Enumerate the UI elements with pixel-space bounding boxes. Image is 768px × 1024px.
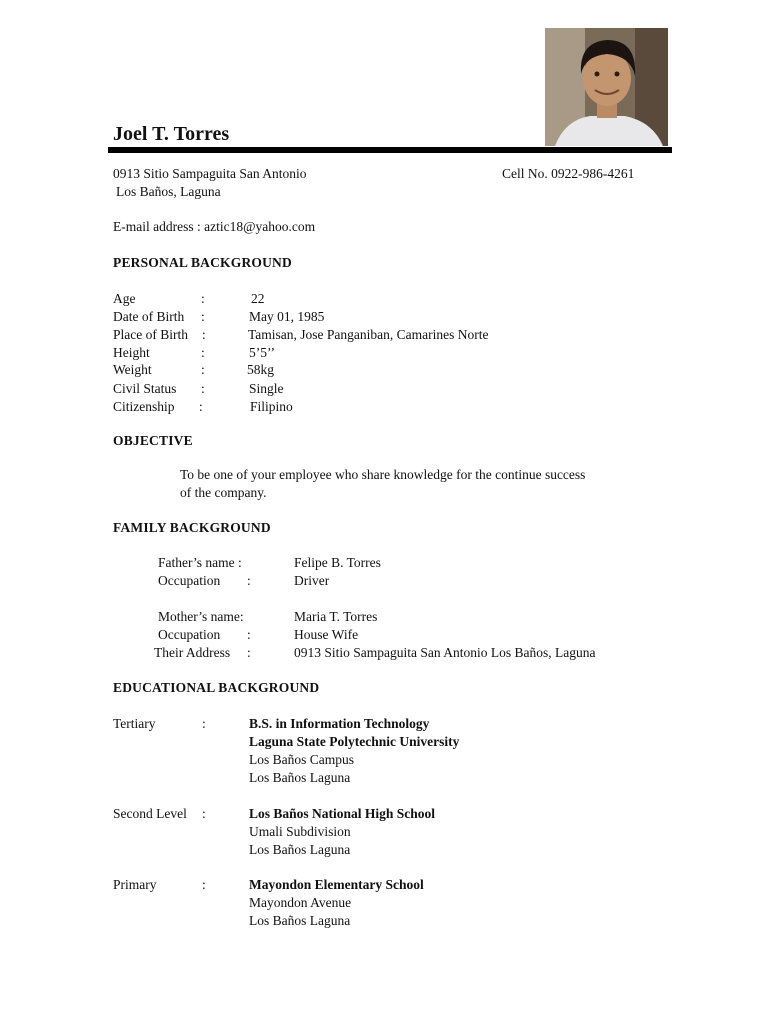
personal-sep: : (201, 345, 205, 360)
personal-label: Civil Status (113, 381, 177, 396)
parents-address-sep: : (247, 645, 251, 660)
applicant-name: Joel T. Torres (113, 123, 230, 145)
mother-occupation-label: Occupation (158, 627, 221, 642)
secondary-street: Umali Subdivision (249, 824, 351, 839)
person-photo-icon (545, 28, 668, 146)
personal-background-heading: PERSONAL BACKGROUND (113, 255, 292, 270)
objective-heading: OBJECTIVE (113, 433, 193, 448)
email-address: E-mail address : aztic18@yahoo.com (113, 219, 316, 234)
parents-address-label: Their Address (154, 645, 231, 660)
primary-label: Primary (113, 877, 157, 892)
personal-value: Tamisan, Jose Panganiban, Camarines Norte (248, 327, 489, 342)
tertiary-location: Los Baños Laguna (249, 770, 351, 785)
parents-address-value: 0913 Sitio Sampaguita San Antonio Los Baños, Laguna (294, 645, 596, 660)
personal-label: Place of Birth (113, 327, 188, 342)
personal-label: Weight (113, 362, 152, 377)
tertiary-label: Tertiary (113, 716, 156, 731)
address-line-2: Los Baños, Laguna (116, 184, 221, 199)
educational-background-heading: EDUCATIONAL BACKGROUND (113, 680, 320, 695)
personal-value: 58kg (247, 362, 274, 377)
personal-sep: : (202, 327, 206, 342)
mother-name-label: Mother’s name: (158, 609, 244, 624)
personal-sep: : (201, 309, 205, 324)
secondary-location: Los Baños Laguna (249, 842, 351, 857)
father-occupation-label: Occupation (158, 573, 221, 588)
personal-sep: : (199, 399, 203, 414)
personal-label: Citizenship (113, 399, 175, 414)
primary-sep: : (202, 877, 206, 892)
tertiary-school: Laguna State Polytechnic University (249, 734, 460, 749)
cell-number: Cell No. 0922-986-4261 (502, 166, 635, 181)
mother-name-value: Maria T. Torres (294, 609, 378, 624)
personal-sep: : (201, 291, 205, 306)
address-line-1: 0913 Sitio Sampaguita San Antonio (113, 166, 307, 181)
mother-occupation-sep: : (247, 627, 251, 642)
tertiary-sep: : (202, 716, 206, 731)
secondary-label: Second Level (113, 806, 187, 821)
personal-value: 5’5’’ (249, 345, 275, 360)
personal-value: Filipino (250, 399, 293, 414)
secondary-school: Los Baños National High School (249, 806, 436, 821)
mother-occupation-value: House Wife (294, 627, 359, 642)
primary-school: Mayondon Elementary School (249, 877, 424, 892)
personal-value: May 01, 1985 (249, 309, 325, 324)
father-name-value: Felipe B. Torres (294, 555, 381, 570)
header-divider (108, 147, 672, 153)
objective-line-2: of the company. (180, 485, 267, 500)
family-background-heading: FAMILY BACKGROUND (113, 520, 271, 535)
personal-value: Single (249, 381, 284, 396)
profile-photo (545, 28, 668, 146)
secondary-sep: : (202, 806, 206, 821)
primary-location: Los Baños Laguna (249, 913, 351, 928)
tertiary-degree: B.S. in Information Technology (249, 716, 430, 731)
personal-value: 22 (251, 291, 265, 306)
tertiary-campus: Los Baños Campus (249, 752, 355, 767)
father-occupation-value: Driver (294, 573, 330, 588)
personal-label: Age (113, 291, 136, 306)
personal-sep: : (201, 362, 205, 377)
father-name-label: Father’s name : (158, 555, 242, 570)
father-occupation-sep: : (247, 573, 251, 588)
personal-label: Date of Birth (113, 309, 185, 324)
personal-label: Height (113, 345, 150, 360)
personal-sep: : (201, 381, 205, 396)
primary-street: Mayondon Avenue (249, 895, 352, 910)
objective-line-1: To be one of your employee who share knowledge for the continue success (180, 467, 586, 482)
